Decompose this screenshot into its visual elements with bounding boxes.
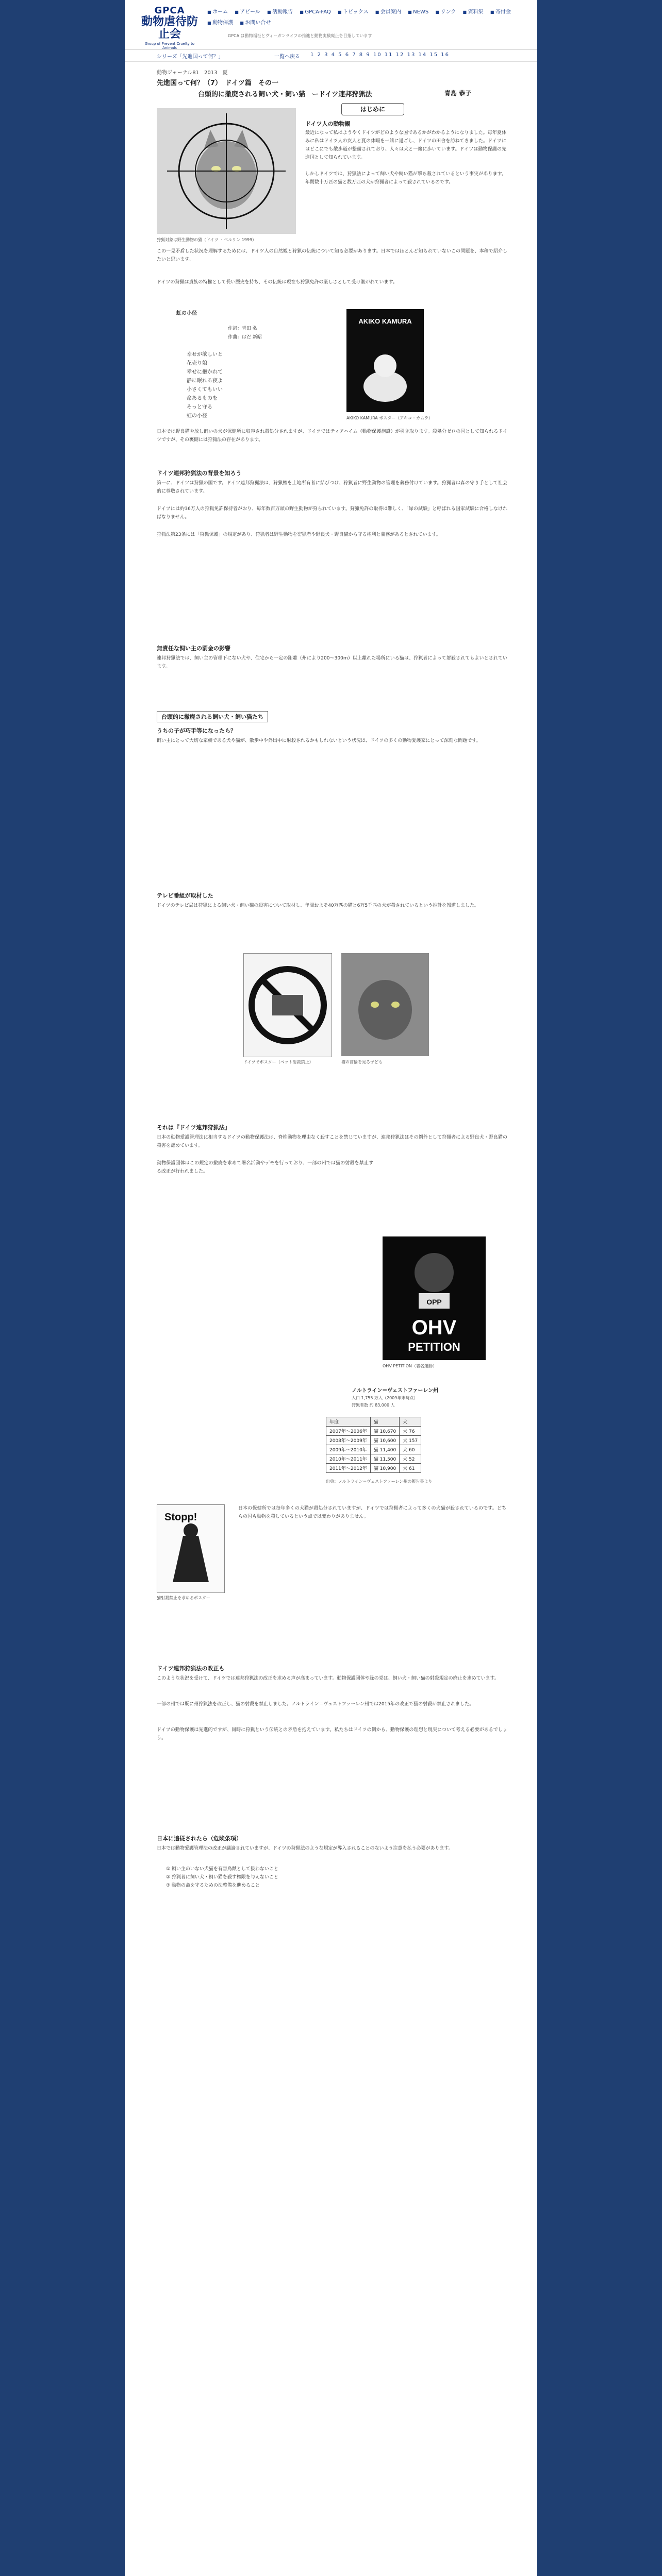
logo-jp: 動物虐待防止会 [141,15,198,41]
nav-item[interactable]: ■ アピール [235,7,260,15]
section-heading: テレビ番組が取材した [157,892,213,899]
paragraph: 日本では動物愛護管理法の改正が議論されていますが、ドイツの狩猟法のような規定が導入されることのないよう注意を払う必要があります。 [157,1846,453,1851]
section-heading: それは『ドイツ連邦狩猟法』 [157,1124,230,1131]
poem-credit: 作詞：青田 弘 作曲：はだ 新昭 [228,326,262,340]
paragraph: この一見矛盾した状況を理解するためには、ドイツ人の自然観と狩猟の伝統について知る必要があります。日本ではほとんど知られていないこの問題を、本稿で紹介したいと思います。 [157,249,507,262]
table-subtitle-2: 狩猟者数 約 83,000 人 [352,1403,395,1408]
table-cell: 犬 52 [400,1454,421,1464]
list-item: ② 狩猟者に飼い犬・飼い猫を殺す権限を与えないこと [166,1875,278,1880]
section-heading: ドイツ人の動物観 [305,121,351,127]
article-author: 青島 恭子 [444,90,472,97]
petition-label-3: PETITION [408,1341,460,1353]
nav-item[interactable]: ■ リンク [435,7,456,15]
nav-item[interactable]: ■ お問い合せ [240,18,271,26]
nav-item[interactable]: ■ 動物保護 [207,18,233,26]
cat-photo [341,953,429,1056]
petition-label-1: OPP [426,1298,442,1306]
article-meta: 動物ジャーナル81 2013 夏 [157,70,228,76]
table-header-row [326,1417,421,1427]
table-cell: 2009年〜2010年 [326,1445,371,1454]
poem-title: 虹の小径 [176,311,197,316]
illustration-caption: ドイツでポスター（ペット射殺禁止） [243,1060,313,1064]
paragraph: しかしドイツでは、狩猟法によって飼い犬や飼い猫が撃ち殺されているという事実があります。年間数十万匹の猫と数万匹の犬が狩猟者によって殺されているのです。 [305,172,506,185]
stop-poster [157,1504,225,1593]
intro-heading: はじめに [341,103,404,115]
article-title: 先進国って何？（7） ドイツ篇 その一 [157,79,278,87]
table-cell: 犬 61 [400,1464,421,1473]
section-heading: 日本に追従されたら（危険条項） [157,1835,242,1842]
main-nav [207,7,532,29]
table-cell: 猫 10,900 [370,1464,399,1473]
final-list [166,1865,506,1890]
poster-caption: AKIKO KAMURA ポスター（アキコ・カムラ） [346,416,433,420]
petition-image [383,1236,486,1360]
photo-caption: 狩猟対象は野生動物の猫（ドイツ ・ベルリン 1999） [157,238,257,242]
paragraph: 一部の州では既に州狩猟法を改正し、猫の射殺を禁止しました。ノルトライン＝ヴェストファーレン州では2015年の改正で猫の射殺が禁止されました。 [157,1702,474,1707]
paragraph: 狩猟法第23条には「狩猟保護」の規定があり、狩猟者は野生動物を密猟者や野良犬・野良猫から守る権利と義務があるとされています。 [157,532,441,537]
paragraph: ドイツの狩猟は貴族の特権として長い歴史を持ち、その伝統は現在も狩猟免許の厳しさとして受け継がれています。 [157,280,398,285]
back-link[interactable]: 一覧ヘ戻る [274,54,300,60]
section-heading: ドイツ連邦狩猟法の背景を知ろう [157,470,242,477]
poster-image [346,309,424,412]
site-header [125,0,537,50]
section-box-heading: 台頭的に撤廃される飼い犬・飼い猫たち [157,711,268,722]
nav-item[interactable]: ■ GPCA-FAQ [300,9,330,15]
nav-item[interactable]: ■ NEWS [408,9,428,15]
table-cell: 猫 11,400 [370,1445,399,1454]
poster-graphic [346,309,424,412]
issue-numbers[interactable]: 1 2 3 4 5 6 7 8 9 10 11 12 13 14 15 16 [310,52,450,58]
petition-label-2: OHV [411,1316,457,1339]
paragraph: ドイツのテレビ局は狩猟による飼い犬・飼い猫の殺害について取材し、年間およそ40万匹の猫と6万5千匹の犬が殺されているという推計を報道しました。 [157,903,479,908]
illustration-poster [243,953,332,1057]
table-cell: 犬 157 [400,1436,421,1445]
table-row [326,1427,421,1436]
paragraph: 第一に、ドイツは狩猟の国です。ドイツ連邦狩猟法は、狩猟権を土地所有者に結びつけ、狩猟者に野生動物の管理を義務付けています。狩猟者は森の守り手として社会的に尊敬されています。 [157,481,507,494]
poem-line: 花売り娘 [187,361,207,366]
table-row [326,1454,421,1464]
table-cell: 2008年〜2009年 [326,1436,371,1445]
table-cell: 2010年〜2011年 [326,1454,371,1464]
logo-en: GPCA [154,5,185,16]
poem-line: そっと守る [187,404,212,410]
table-header-cell: 年度 [326,1417,371,1427]
table-header-cell: 猫 [370,1417,399,1427]
nav-item[interactable]: ■ 活動報告 [267,7,293,15]
poem-line: 小さくてもいい [187,387,223,393]
cat-photo-caption: 猫の首輪を見る子ども [341,1060,383,1064]
table-caption: 出典：ノルトライン＝ヴェストファーレン州の報告書より [326,1479,433,1484]
list-item: ① 飼い主のいない犬猫を有害鳥獣として扱わないこと [166,1867,278,1872]
nav-item[interactable]: ■ 資料集 [463,7,484,15]
paragraph: このような状況を受けて、ドイツでは連邦狩猟法の改正を求める声が高まっています。動物保護団体や緑の党は、飼い犬・飼い猫の射殺規定の廃止を求めています。 [157,1676,499,1681]
table-cell: 猫 11,500 [370,1454,399,1464]
table-cell: 猫 10,670 [370,1427,399,1436]
section-heading: 無責任な飼い主の罰金の影響 [157,645,230,652]
paragraph: 動物保護団体はこの規定の撤廃を求めて署名活動やデモを行っており、一部の州では猫の射殺を禁止する改正が行われました。 [157,1161,373,1174]
crosshair-image [157,108,296,234]
nav-item[interactable]: ■ ホーム [207,7,228,15]
poem-lines [187,350,223,420]
poem-line: 静に眠れる夜よ [187,378,223,384]
paragraph: 日本の保健所では毎年多くの犬猫が殺処分されていますが、ドイツでは狩猟者によって多くの犬猫が殺されているのです。どちらの国も動物を殺しているという点では変わりがありません。 [238,1506,506,1519]
site-tagline: GPCA は動物福祉とヴィーガンライフの推進と動物実験廃止を目指しています [228,33,372,38]
poem-line: 幸せが欲しいと [187,352,223,358]
table-cell: 猫 10,600 [370,1436,399,1445]
poem-line: 命あるものを [187,396,218,401]
cat-graphic [341,953,429,1056]
section-heading: ドイツ連邦狩猟法の改正も [157,1665,225,1672]
table-subtitle: 人口 1,755 万人（2009年末時点） [352,1396,418,1400]
table-cell: 犬 60 [400,1445,421,1454]
paragraph: ドイツには約36万人の狩猟免許保持者がおり、毎年数百万頭の野生動物が狩られています。狩猟免許の取得は難しく、「緑の試験」と呼ばれる国家試験に合格しなければなりません。 [157,506,507,520]
section-heading: うちの子が巧手等になったら？ [157,727,236,734]
table-header-cell: 犬 [400,1417,421,1427]
table-cell: 2007年〜2006年 [326,1427,371,1436]
petition-graphic [383,1236,486,1360]
nav-item[interactable]: ■ 会員案内 [375,7,401,15]
cat-crosshair-photo [157,108,296,234]
issue-bar [125,50,537,62]
series-link[interactable]: シリーズ「先進国って何？」 [157,54,224,60]
paragraph: 日本では野良猫や放し飼いの犬が保健所に収容され殺処分されますが、ドイツではティアハイム（動物保護施設）が引き取ります。殺処分ゼロの国として知られるドイツですが、その裏側には狩猟法の存在があります。 [157,429,507,443]
paragraph: 飼い主にとって大切な家族である犬や猫が、散歩中や外出中に射殺されるかもしれないという状況は、ドイツの多くの動物愛護家にとって深刻な問題です。 [157,738,481,743]
table-cell: 2011年〜2012年 [326,1464,371,1473]
site-logo[interactable] [139,5,200,50]
petition-caption: OHV PETITION（署名運動） [383,1364,437,1368]
paragraph: ドイツの動物保護は先進的ですが、同時に狩猟という伝統との矛盾を抱えています。私たちはドイツの例から、動物保護の理想と現実について考える必要があるでしょう。 [157,1727,507,1741]
table-row [326,1436,421,1445]
poem-line: 虹の小径 [187,413,207,419]
paragraph: 最近になって私はようやくドイツがどのような国であるかがわかるようになりました。毎年夏休みに私はドイツ人の友人と夏の休暇を一緒に過ごし、ドイツの田舎を訪ねてきました。ドイツにはどこにでも散歩道が整備されており、人々は犬と一緒に歩いています。ドイツは動物保護の先進国として知られています。 [305,130,506,160]
logo-sub: Group of Prevent Cruelty to Animals [144,42,195,50]
poem-line: 幸せに抱かれて [187,369,223,375]
table-row [326,1464,421,1473]
paragraph: 連邦狩猟法では、飼い主の管理下にない犬や、住宅から一定の距離（州により200〜300m）以上離れた場所にいる猫は、狩猟者によって射殺されてもよいとされています。 [157,656,507,669]
paragraph: 日本の動物愛護管理法に相当するドイツの動物保護法は、脊椎動物を理由なく殺すことを禁じていますが、連邦狩猟法はその例外として狩猟者による野良犬・野良猫の殺害を認めています。 [157,1135,507,1148]
stop-graphic [157,1505,224,1592]
poster-text: AKIKO KAMURA [358,317,412,325]
stop-text: Stopp! [164,1512,197,1523]
stats-table [326,1417,421,1473]
nav-item[interactable]: ■ 寄付金 [490,7,511,15]
page [125,0,537,2576]
article-subtitle: 台頭的に撤廃される飼い犬・飼い猫 ードイツ連邦狩猟法 [198,91,372,98]
stop-caption: 猫射殺禁止を求めるポスター [157,1596,210,1600]
sign-graphic [244,954,332,1057]
list-item: ③ 動物の命を守るための法整備を進めること [166,1883,260,1888]
nav-item[interactable]: ■ トピックス [338,7,369,15]
table-cell: 犬 76 [400,1427,421,1436]
table-row [326,1445,421,1454]
table-title: ノルトライン＝ヴェストファーレン州 [352,1388,438,1394]
